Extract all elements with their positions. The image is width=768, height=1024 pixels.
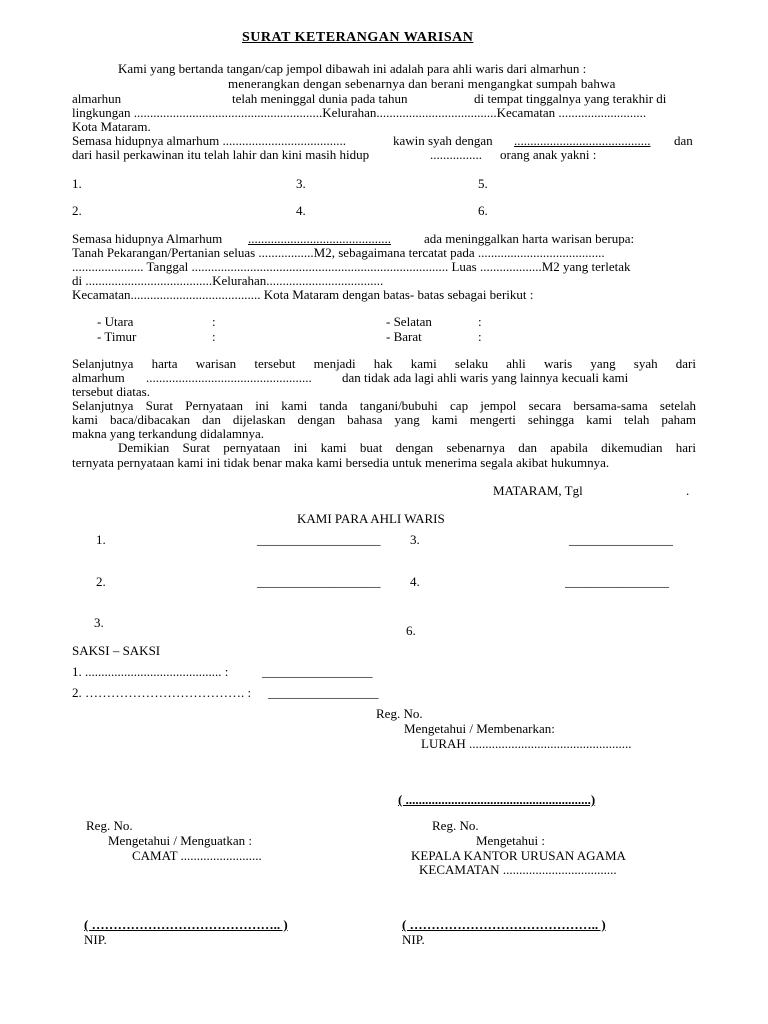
camat-acknowledge: Mengetahui / Menguatkan : bbox=[108, 833, 253, 848]
place-date: MATARAM, Tgl bbox=[493, 483, 583, 498]
estate-intro-a: Semasa hidupnya Almarhum bbox=[72, 231, 223, 246]
heir-4-signature-line: ________________ bbox=[565, 574, 669, 589]
land-location-line: di .......................................Kelurahan.................................... bbox=[72, 273, 384, 288]
witness-1: 1. .......................................... : bbox=[72, 664, 229, 679]
estate-intro-c: ada meninggalkan harta warisan berupa: bbox=[424, 231, 635, 246]
kua-title: KEPALA KANTOR URUSAN AGAMA bbox=[411, 848, 626, 863]
land-date-line: ...................... Tanggal ............................................................................... Luas ...................M2 yang terletak bbox=[72, 259, 631, 274]
spouse-field: .......................................... bbox=[514, 133, 651, 148]
kua-nip: NIP. bbox=[402, 932, 425, 947]
kua-reg-no: Reg. No. bbox=[432, 818, 479, 833]
lurah-reg-no: Reg. No. bbox=[376, 706, 423, 721]
kua-acknowledge: Mengetahui : bbox=[476, 833, 545, 848]
heir-2-number: 2. bbox=[96, 574, 106, 589]
border-south: - Selatan bbox=[386, 314, 432, 329]
kua-district: KECAMATAN ................................... bbox=[419, 862, 617, 877]
document-title: SURAT KETERANGAN WARISAN bbox=[242, 30, 474, 45]
heir-1-signature-line: ___________________ bbox=[257, 532, 381, 547]
deceased-label: almarhun bbox=[72, 91, 122, 106]
land-district-line: Kecamatan........................................ Kota Mataram dengan batas- batas sebagai berikut : bbox=[72, 287, 534, 302]
child-3: 3. bbox=[296, 176, 306, 191]
heir-4-number: 4. bbox=[410, 574, 420, 589]
heirs-intro-line: Kami yang bertanda tangan/cap jempol dibawah ini adalah para ahli waris dari almarhun : bbox=[118, 61, 587, 76]
witness-2: 2. ………………………………. : bbox=[72, 685, 252, 700]
statement-signed-line: Selanjutnya Surat Pernyataan ini kami tanda tangani/bubuhi cap jempol secara bersama-sama setelah bbox=[72, 398, 696, 413]
lurah-acknowledge: Mengetahui / Membenarkan: bbox=[404, 721, 555, 736]
address-line: lingkungan ..........................................................Kelurahan.....................................Kecamatan ........................... bbox=[72, 105, 647, 120]
statement-meaning-line: makna yang terkandung didalamnya. bbox=[72, 426, 265, 441]
border-east: - Timur bbox=[97, 329, 137, 344]
witness-2-signature-line: _________________ bbox=[268, 685, 379, 700]
marriage-line-a: Semasa hidupnya almarhum ...................................... bbox=[72, 133, 347, 148]
lurah-title: LURAH .................................................. bbox=[421, 736, 632, 751]
children-intro: dari hasil perkawinan itu telah lahir dan kini masih hidup bbox=[72, 147, 370, 162]
child-1: 1. bbox=[72, 176, 82, 191]
border-west: - Barat bbox=[386, 329, 422, 344]
border-north: - Utara bbox=[97, 314, 134, 329]
child-4: 4. bbox=[296, 203, 306, 218]
statement-explained-line: kami baca/dibacakan dan dijelaskan dengan bahasa yang kami mengerti sehingga kami telah paham bbox=[72, 412, 696, 427]
death-year-label: telah meninggal dunia pada tahun bbox=[232, 91, 408, 106]
deceased-label-2: almarhum bbox=[72, 370, 125, 385]
children-count-field: ................ bbox=[430, 147, 482, 162]
child-2: 2. bbox=[72, 203, 82, 218]
camat-reg-no: Reg. No. bbox=[86, 818, 133, 833]
no-other-heirs-line: dan tidak ada lagi ahli waris yang lainnya kecuali kami bbox=[342, 370, 629, 385]
heir-1-number: 1. bbox=[96, 532, 106, 547]
closing-line-2: ternyata pernyataan kami ini tidak benar maka kami bersedia untuk menerima segala akibat hukumnya. bbox=[72, 455, 610, 470]
camat-signature: ( …………………………………….. ) bbox=[84, 917, 288, 932]
border-north-colon: : bbox=[212, 314, 216, 329]
heir-3-signature-line: ________________ bbox=[569, 532, 673, 547]
child-6: 6. bbox=[478, 203, 488, 218]
witness-1-signature-line: _________________ bbox=[262, 664, 373, 679]
closing-line-1: Demikian Surat pernyataan ini kami buat dengan sebenarnya dan apabila dikemudian hari bbox=[118, 440, 696, 455]
marriage-line-d: dan bbox=[674, 133, 693, 148]
witness-title: SAKSI – SAKSI bbox=[72, 643, 161, 658]
above-mentioned: tersebut diatas. bbox=[72, 384, 150, 399]
child-5: 5. bbox=[478, 176, 488, 191]
heirs-title: KAMI PARA AHLI WARIS bbox=[297, 511, 445, 526]
camat-nip: NIP. bbox=[84, 932, 107, 947]
last-residence-label: di tempat tinggalnya yang terakhir di bbox=[474, 91, 667, 106]
kua-signature: ( …………………………………….. ) bbox=[402, 917, 606, 932]
camat-title: CAMAT ......................... bbox=[132, 848, 262, 863]
children-count-label: orang anak yakni : bbox=[500, 147, 597, 162]
city-line: Kota Mataram. bbox=[72, 119, 151, 134]
marriage-line-b: kawin syah dengan bbox=[393, 133, 493, 148]
heir-2-signature-line: ___________________ bbox=[257, 574, 381, 589]
border-west-colon: : bbox=[478, 329, 482, 344]
heir-3-number: 3. bbox=[410, 532, 420, 547]
lurah-signature: ( .........................................................) bbox=[398, 792, 596, 807]
border-east-colon: : bbox=[212, 329, 216, 344]
border-south-colon: : bbox=[478, 314, 482, 329]
deceased-field-2: ................................................... bbox=[146, 370, 312, 385]
land-area-line: Tanah Pekarangan/Pertanian seluas .................M2, sebagaimana tercatat pada ....................................... bbox=[72, 245, 605, 260]
estate-deceased-field: ............................................ bbox=[248, 231, 391, 246]
oath-line: menerangkan dengan sebenarnya dan berani mengangkat sumpah bahwa bbox=[228, 76, 616, 91]
heir-6-number: 6. bbox=[406, 623, 416, 638]
inheritance-rights-line: Selanjutnya harta warisan tersebut menjadi hak kami selaku ahli waris yang syah dari bbox=[72, 356, 696, 371]
heir-3b-number: 3. bbox=[94, 615, 104, 630]
place-date-end: . bbox=[686, 483, 690, 498]
